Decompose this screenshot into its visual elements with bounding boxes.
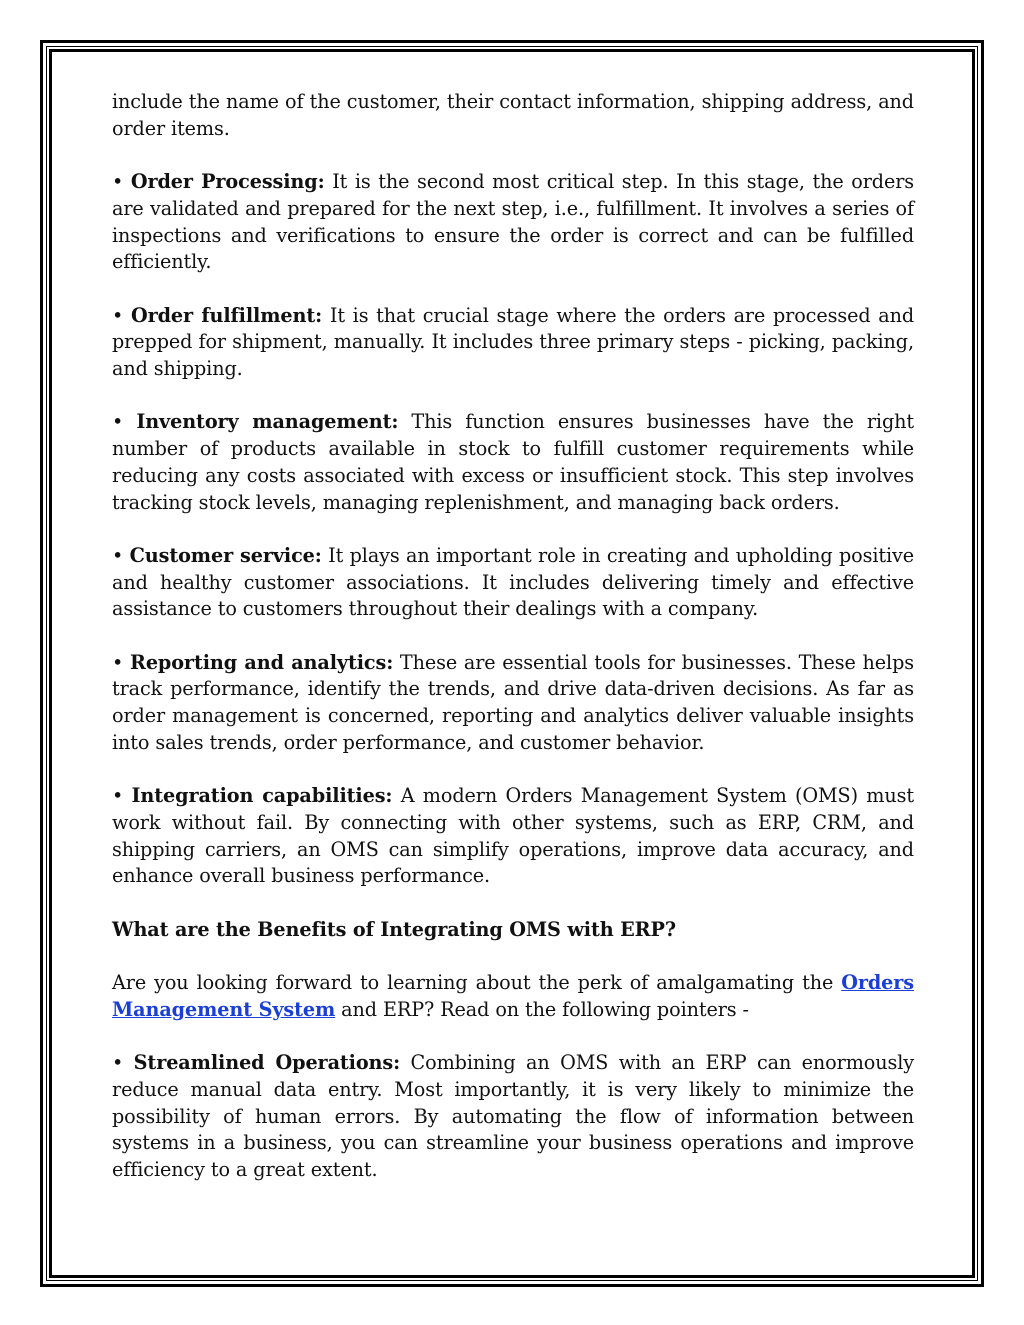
feature-text: It is that crucial stage where the orders are processed and prepped for shipment, manually. It includes three primary steps - picking, packing, and shipping.	[112, 303, 915, 380]
document-body	[112, 89, 914, 1210]
feature-text: This function ensures businesses have the right number of products available in stock to fulfill customer requirements while reducing any costs associated with excess or insufficient stock. This step involves tracking stock levels, managing replenishment, and managing back orders.	[112, 410, 914, 514]
feature-text: A modern Orders Management System (OMS) must work without fail. By connecting with other systems, such as ERP, CRM, and shipping carriers, an OMS can simplify operations, improve data accuracy, and enhance overall business performance.	[112, 784, 915, 888]
benefit-streamlined-operations	[112, 1050, 914, 1184]
feature-order-fulfillment	[112, 303, 914, 383]
benefits-intro-paragraph	[112, 970, 914, 1023]
bullet: •	[112, 303, 124, 327]
feature-reporting-analytics	[112, 650, 914, 757]
orders-management-system-link[interactable]: Orders Management System	[112, 971, 914, 1021]
feature-term: Inventory management:	[136, 410, 399, 434]
feature-customer-service	[112, 543, 914, 623]
benefit-term: Streamlined Operations:	[133, 1051, 401, 1075]
bullet: •	[112, 170, 124, 194]
benefits-intro-after: and ERP? Read on the following pointers -	[335, 997, 749, 1021]
bullet: •	[112, 1051, 124, 1075]
feature-term: Order Processing:	[130, 170, 325, 194]
feature-integration-capabilities	[112, 783, 914, 890]
bullet: •	[112, 410, 124, 434]
feature-term: Integration capabilities:	[131, 784, 393, 808]
intro-text: include the name of the customer, their contact information, shipping address, and order items.	[112, 90, 914, 140]
benefits-intro-text: Are you looking forward to learning about the perk of amalgamating the	[112, 971, 842, 995]
feature-term: Order fulfillment:	[130, 303, 323, 327]
feature-term: Customer service:	[129, 543, 322, 567]
benefit-text: Combining an OMS with an ERP can enormously reduce manual data entry. Most importantly, it is very likely to minimize the possibility of human errors. By automating the flow of information between systems in a business, you can streamline your business operations and improve efficiency to a great extent.	[112, 1051, 915, 1181]
bullet: •	[112, 543, 124, 567]
feature-term: Reporting and analytics:	[129, 650, 394, 674]
feature-text: It is the second most critical step. In this stage, the orders are validated and prepared for the next step, i.e., fulfillment. It involves a series of inspections and verifications to ensure the order is correct and can be fulfilled efficiently.	[112, 170, 915, 274]
intro-paragraph	[112, 89, 914, 142]
feature-inventory-management	[112, 409, 914, 516]
feature-text: These are essential tools for businesses. These helps track performance, identify the trends, and drive data-driven decisions. As far as order management is concerned, reporting and analytics deliver valuable insights into sales trends, order performance, and customer behavior.	[112, 650, 915, 754]
bullet: •	[112, 784, 124, 808]
section-heading: What are the Benefits of Integrating OMS with ERP?	[112, 917, 676, 941]
feature-text: It plays an important role in creating and upholding positive and healthy customer associations. It includes delivering timely and effective assistance to customers throughout their dealings with a company.	[112, 543, 915, 621]
feature-order-processing	[112, 169, 914, 276]
bullet: •	[112, 650, 124, 674]
